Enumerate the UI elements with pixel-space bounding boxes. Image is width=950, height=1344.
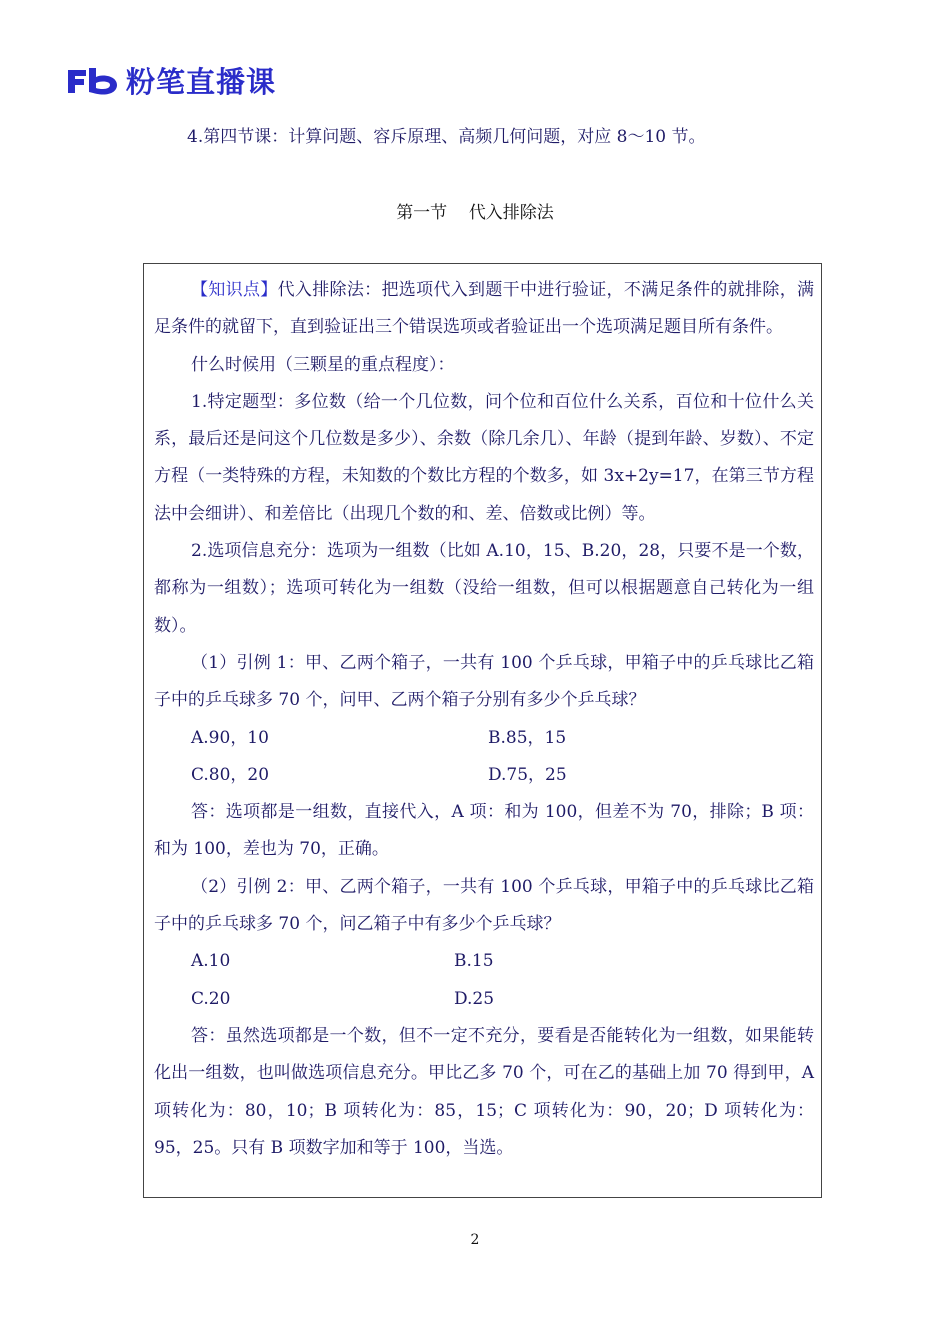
section-name: 代入排除法 (468, 203, 554, 223)
example-1-options-row-2 (154, 757, 814, 794)
example-2-options-row-2 (154, 981, 814, 1018)
example-2-options-row-1 (154, 943, 814, 980)
section-title (0, 198, 950, 223)
option: B.15 (454, 951, 494, 972)
point-1: 1.特定题型：多位数（给一个几位数，问个位和百位什么关系，百位和十位什么关系，最后还是问这个几位数是多少）、余数（除几余几）、年龄（提到年龄、岁数）、不定方程（一类特殊的方程，未知数的个数比方程的个数多，如 3x+2y=17，在第三节方程法中会细讲）、和差倍比（出现几个数的和、差、倍数或比例）等。 (154, 391, 814, 524)
option: B.85，15 (488, 727, 567, 748)
definition-paragraph (154, 272, 814, 347)
point-2: 2.选项信息充分：选项为一组数（比如 A.10，15、B.20，28，只要不是一个数，都称为一组数）；选项可转化为一组数（没给一组数，但可以根据题意自己转化为一组数）。 (154, 541, 814, 636)
header-logo (66, 60, 276, 101)
example-2-question: （2）引例 2：甲、乙两个箱子，一共有 100 个乒乓球，甲箱子中的乒乓球比乙箱子中的乒乓球多 70 个，问乙箱子中有多少个乒乓球？ (154, 876, 814, 935)
knowledge-box (143, 263, 822, 1198)
option: C.80，20 (191, 764, 270, 785)
intro-line: 4.第四节课：计算问题、容斥原理、高频几何问题，对应 8～10 节。 (187, 127, 706, 147)
logo-text: 粉笔直播课 (126, 65, 277, 99)
example-1-question: （1）引例 1：甲、乙两个箱子，一共有 100 个乒乓球，甲箱子中的乒乓球比乙箱子中的乒乓球多 70 个，问甲、乙两个箱子分别有多少个乒乓球？ (154, 652, 814, 711)
section-number: 第一节 (396, 203, 448, 223)
page-number: 2 (470, 1232, 480, 1248)
option: A.10 (191, 951, 231, 972)
fb-logo-icon (66, 66, 120, 96)
when-to-use: 什么时候用（三颗星的重点程度）： (191, 354, 455, 375)
example-1-answer: 答：选项都是一组数，直接代入，A 项：和为 100，但差不为 70，排除；B 项：和为 100，差也为 70，正确。 (154, 802, 814, 860)
example-2-answer: 答：虽然选项都是一个数，但不一定不充分，要看是否能转化为一组数，如果能转化出一组数，也叫做选项信息充分。甲比乙多 70 个，可在乙的基础上加 70 得到甲，A 项转化为：80，10；B 项转化为：85，15；C 项转化为：90，20；D 项转化为：95，25。只有 B 项数字加和等于 100，当选。 (154, 1025, 814, 1158)
option: A.90，10 (191, 727, 269, 748)
knowledge-label: 【知识点】 (191, 280, 278, 300)
option: D.75，25 (488, 764, 567, 785)
definition-text: 代入排除法：把选项代入到题干中进行验证，不满足条件的就排除，满足条件的就留下，直到验证出三个错误选项或者验证出一个选项满足题目所有条件。 (154, 280, 815, 338)
option: D.25 (454, 988, 495, 1009)
example-1-options-row-1 (154, 720, 814, 757)
option: C.20 (191, 988, 231, 1009)
